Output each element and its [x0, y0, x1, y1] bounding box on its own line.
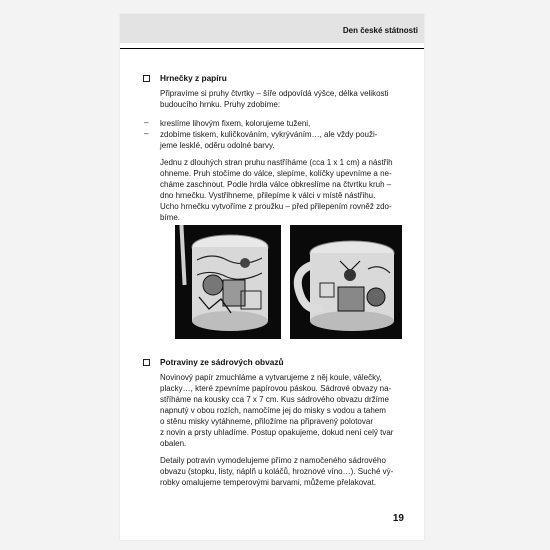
intro-line-1: Připravíme si pruhy čtvrtky – šíře odpovídá výšce, délka velikosti: [160, 89, 389, 98]
para2-line-3: cháme zaschnout. Podle hrdla válce obkreslíme na čtvrtku kruh –: [160, 180, 392, 189]
intro-line-2: budoucího hrnku. Pruhy zdobíme:: [160, 100, 281, 109]
page-number: 19: [392, 513, 404, 524]
section-bullet-icon: [143, 75, 150, 82]
para2-line-2: ohneme. Pruh stočíme do válce, slepíme, kolíčky upevníme a ne-: [160, 169, 392, 178]
para2-line-5: Ucho hrnečku vytvoříme z proužku – před přilepením rovněž zdo-: [160, 202, 392, 211]
running-header-title: Den české státnosti: [342, 26, 418, 35]
section-bullet-icon: [143, 359, 150, 366]
book-page: [120, 14, 424, 540]
s2-para1-line-7: obalen.: [160, 439, 187, 448]
photo-paper-mug-1: [175, 225, 281, 339]
s2-para1-line-3: stříháme na kousky cca 7 x 7 cm. Kus sádrového obvazu držíme: [160, 395, 389, 404]
list-dash: –: [144, 118, 149, 127]
list-dash: –: [144, 129, 149, 138]
para2-line-4: dno hrnečku. Vystřihneme, přilepíme k válci v místě nástřihu.: [160, 191, 376, 200]
s2-para1-line-1: Novinový papír zmuchláme a vytvarujeme z něj koule, válečky,: [160, 373, 382, 382]
list-item-2-line-2: jeme lesklé, oděru odolné barvy.: [160, 141, 275, 150]
s2-para1-line-2: placky…, které zpevníme papírovou páskou. Sádrové obvazy na-: [160, 384, 392, 393]
list-item-2-line-1: zdobíme tiskem, kuličkováním, vykrýváním…, ale vždy použi-: [160, 130, 378, 139]
header-rule: [120, 48, 424, 49]
section-title-paper-mugs: Hrnečky z papíru: [160, 73, 227, 83]
section-title-plaster-food: Potraviny ze sádrových obvazů: [160, 357, 284, 367]
photo-paper-mug-2: [290, 225, 402, 339]
s2-para1-line-6: z novin a prsty uhladíme. Postup opakujeme, dokud není celý tvar: [160, 428, 394, 437]
s2-para1-line-5: o stěnu misky vytáhneme, přiložíme na připravený polotovar: [160, 417, 373, 426]
para2-line-1: Jednu z dlouhých stran pruhu nastříháme (cca 1 x 1 cm) a nástřih: [160, 158, 393, 167]
s2-para2-line-1: Detaily potravin vymodelujeme přímo z namočeného sádrového: [160, 456, 386, 465]
list-item-1: kreslíme lihovým fixem, kolorujeme tuženi,: [160, 119, 311, 128]
para2-line-6: bíme.: [160, 213, 181, 222]
s2-para2-line-2: obvazu (stopku, listy, náplň u koláčů, hroznové víno…). Suché vý-: [160, 467, 394, 476]
s2-para1-line-4: napnutý v obou rozích, namočíme jej do misky s vodou a tahem: [160, 406, 386, 415]
s2-para2-line-3: robky omalujeme temperovými barvami, můžeme přelakovat.: [160, 478, 377, 487]
